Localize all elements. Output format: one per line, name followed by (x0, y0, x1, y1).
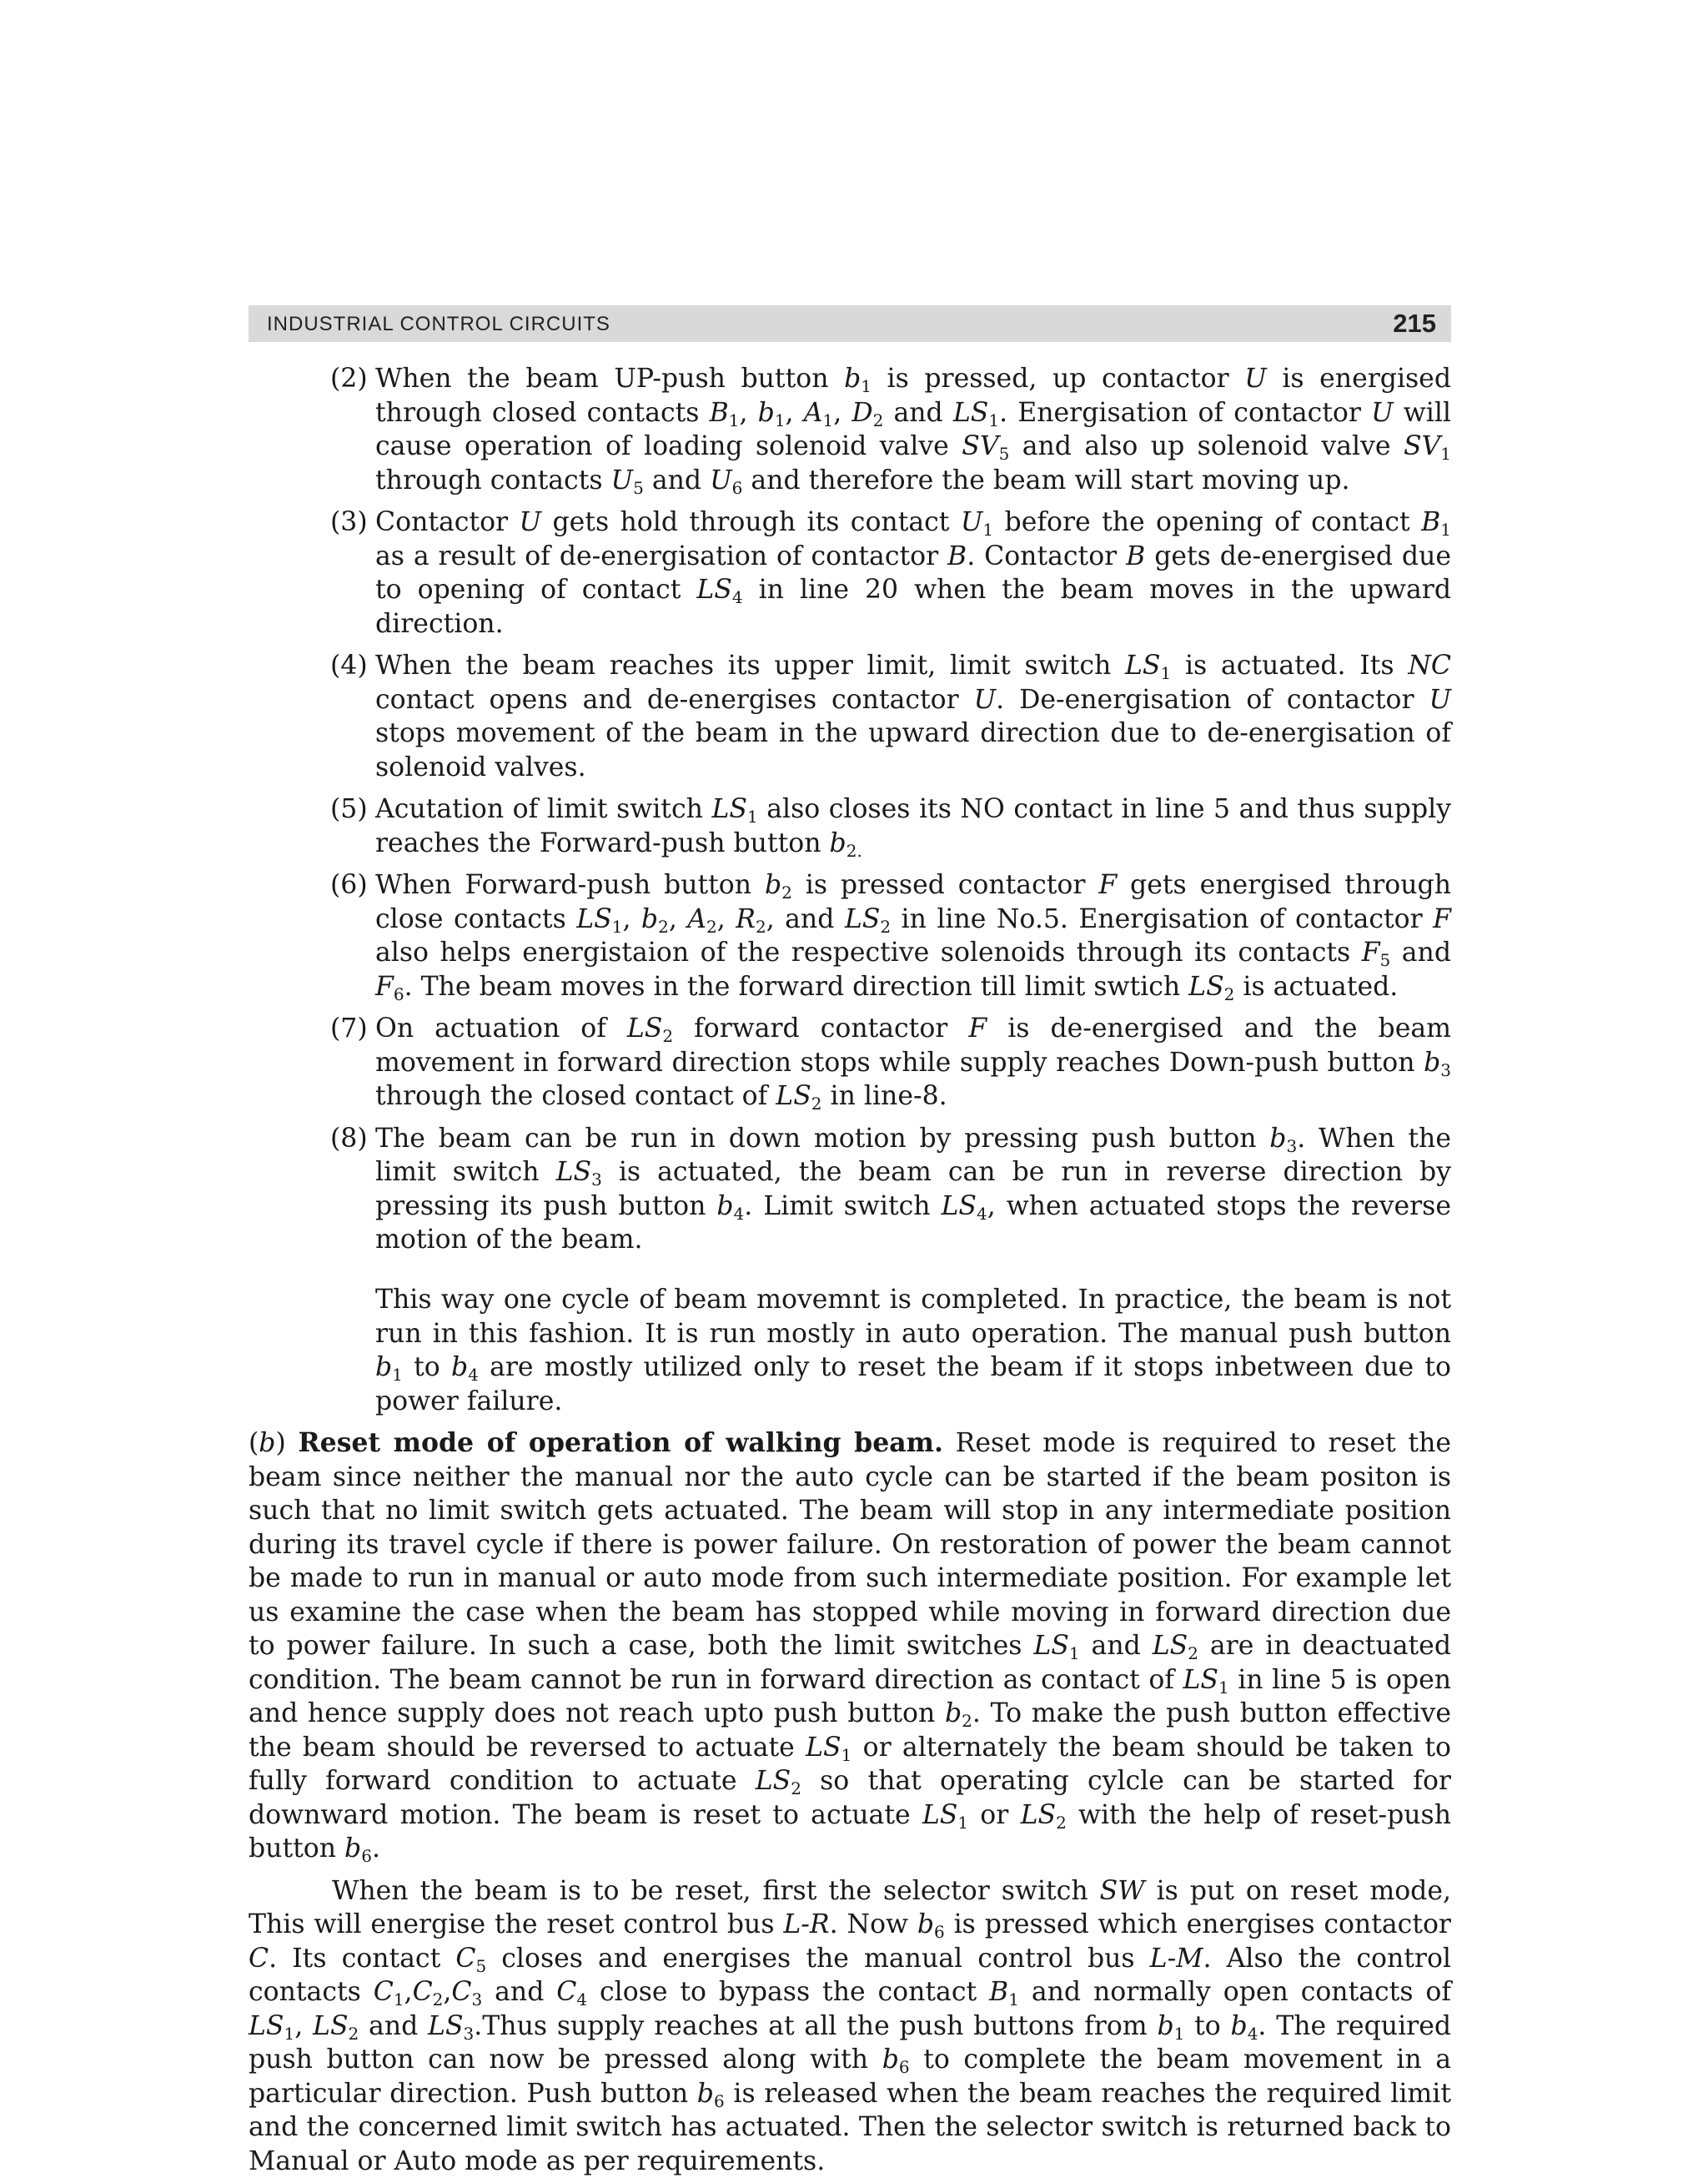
text-run: closes and energises the manual control bus (486, 1944, 1149, 1974)
italic-symbol: b (830, 828, 846, 858)
text-run: before the opening of contact (993, 507, 1421, 537)
text-run: gets hold through its contact (541, 507, 961, 537)
subscript: 4 (734, 1204, 745, 1224)
text-run: , (786, 398, 804, 428)
list-item-number: (8) (330, 1122, 368, 1156)
subscript: 1 (1008, 1989, 1019, 2009)
text-run: to (403, 1352, 451, 1382)
text-run: . Contactor (967, 541, 1126, 571)
subscript: 1 (1440, 444, 1451, 464)
list-item-text (375, 364, 1451, 495)
text-run: . Also the control contacts (249, 1944, 1451, 2008)
text-run: ) (275, 1428, 298, 1458)
text-run: contact opens and de-energises contactor (375, 685, 974, 715)
italic-symbol: LS (1183, 1665, 1218, 1695)
text-run: Acutation of limit switch (375, 794, 711, 824)
list-item (375, 1122, 1451, 1257)
list-item (375, 649, 1451, 784)
italic-symbol: LS (806, 1733, 841, 1763)
text-run: are in deactuated condition. The beam cannot be run in forward direction as contact of (249, 1631, 1451, 1695)
running-title: INDUSTRIAL CONTROL CIRCUITS (267, 313, 610, 336)
text-run: to complete the beam movement in a particular direction. Push button (249, 2045, 1451, 2109)
subscript: 2 (811, 1094, 822, 1114)
subscript: 2 (962, 1711, 972, 1731)
text-run: .Thus supply reaches at all the push buttons from (474, 2011, 1157, 2041)
subscript: 4 (468, 1365, 479, 1385)
subscript: 1 (822, 410, 833, 430)
text-run: and (1080, 1631, 1153, 1661)
text-run: is actuated. Its (1171, 651, 1408, 681)
list-item (375, 506, 1451, 641)
subscript: 1 (988, 410, 999, 430)
subscript: 1 (1161, 663, 1172, 683)
subscript: 1 (1069, 1643, 1080, 1663)
italic-symbol: b (917, 1909, 934, 1939)
text-run: . Now (830, 1909, 917, 1939)
italic-symbol: b (375, 1352, 392, 1382)
list-item-text (375, 651, 1451, 782)
italic-symbol: LS (756, 1766, 791, 1796)
text-run: , (739, 398, 757, 428)
italic-symbol: U (611, 465, 634, 495)
subscript: 6 (934, 1922, 945, 1942)
italic-symbol: b (451, 1352, 468, 1382)
italic-symbol: C (374, 1977, 394, 2007)
italic-symbol: F (1362, 938, 1380, 968)
subscript: 2 (706, 917, 717, 937)
text-run: . The beam moves in the forward direction till limit swtich (404, 972, 1189, 1002)
italic-symbol: SW (1100, 1876, 1145, 1906)
subscript: 4 (1248, 2024, 1258, 2044)
italic-symbol: F (1433, 904, 1451, 934)
text-run: . When the limit switch (375, 1124, 1451, 1188)
text-run: stops movement of the beam in the upward direction due to de-energisation of solenoid valves. (375, 718, 1451, 782)
text-run: in line 20 when the beam moves in the upward direction. (375, 575, 1451, 639)
italic-symbol: NC (1408, 651, 1451, 681)
text-run: When the beam is to be reset, first the selector switch (332, 1876, 1100, 1906)
subscript: 4 (732, 587, 743, 607)
italic-symbol: b (882, 2045, 899, 2075)
subscript: 1 (982, 520, 993, 540)
subscript: 1 (1174, 2024, 1185, 2044)
text-run: Contactor (375, 507, 520, 537)
italic-symbol: LS (922, 1800, 958, 1830)
subscript: 5 (633, 478, 644, 498)
text-run: are mostly utilized only to reset the beam if it stops inbetween due to power failure. (375, 1352, 1451, 1416)
italic-symbol: R (736, 904, 756, 934)
italic-symbol: LS (313, 2011, 349, 2041)
page-body (249, 362, 1451, 2178)
text-run: . To make the push button effective the beam should be reversed to actuate (249, 1698, 1451, 1763)
subscript: 6 (394, 984, 404, 1004)
italic-symbol: LS (556, 1157, 592, 1187)
italic-symbol: U (710, 465, 732, 495)
list-item-number: (5) (330, 792, 368, 827)
italic-symbol: LS (711, 794, 747, 824)
subscript: 1 (861, 376, 872, 396)
text-run: and (482, 1977, 556, 2007)
text-run: , (669, 904, 687, 934)
subscript: 6 (361, 1846, 372, 1866)
italic-symbol: SV (1404, 431, 1440, 461)
italic-symbol: C (249, 1944, 269, 1974)
italic-symbol: LS (942, 1191, 977, 1221)
text-run: When Forward-push button (375, 870, 765, 900)
text-run: close to bypass the contact (587, 1977, 989, 2007)
subscript: 6 (899, 2057, 910, 2077)
list-item-number: (6) (330, 868, 368, 903)
list-item (375, 792, 1451, 860)
text-run: , and (766, 904, 845, 934)
text-run: When the beam reaches its upper limit, limit switch (375, 651, 1125, 681)
italic-symbol: L-R (783, 1909, 829, 1939)
text-run: is actuated, the beam can be run in reverse direction by pressing its push button (375, 1157, 1451, 1221)
subscript: 1 (775, 410, 786, 430)
italic-symbol: LS (428, 2011, 464, 2041)
running-header (249, 305, 1451, 342)
italic-symbol: C (451, 1977, 471, 2007)
italic-symbol: B (710, 398, 729, 428)
numbered-list (249, 362, 1451, 1257)
bold-heading: Reset mode of operation of walking beam. (298, 1427, 942, 1458)
text-run: is put on reset mode, This will energise the reset control bus (249, 1876, 1451, 1940)
text-run: and (644, 465, 710, 495)
text-run: to (1184, 2011, 1230, 2041)
subscript: 2 (791, 1778, 801, 1798)
italic-symbol: b (641, 904, 658, 934)
text-run: is energised through closed contacts (375, 364, 1451, 428)
subscript: 1 (729, 410, 740, 430)
italic-symbol: LS (1125, 651, 1161, 681)
text-run: is pressed contactor (792, 870, 1098, 900)
italic-symbol: b (765, 870, 781, 900)
text-run: also closes its NO contact in line 5 and thus supply reaches the Forward-push button (375, 794, 1451, 858)
text-run: gets de-energised due to opening of contact (375, 541, 1451, 606)
italic-symbol: b (716, 1191, 733, 1221)
italic-symbol: A (804, 398, 823, 428)
subscript: 1 (957, 1813, 968, 1833)
subscript: 6 (714, 2091, 725, 2111)
italic-symbol: U (1244, 364, 1267, 394)
italic-symbol: B (1126, 541, 1145, 571)
italic-symbol: SV (962, 431, 998, 461)
italic-symbol: LS (576, 904, 612, 934)
italic-symbol: LS (1188, 972, 1224, 1002)
italic-symbol: C (413, 1977, 433, 2007)
text-run: Reset mode is required to reset the beam since neither the manual nor the auto cycle can be started if the beam positon is such that no limit switch gets actuated. The beam will stop in any intermediate position during its travel cycle if there is power failure. On restoration of power the beam cannot be made to run in manual or auto mode from such intermediate position. For example let us examine the case when the beam has stopped while moving in forward direction due to power failure. In such a case, both the limit switches (249, 1428, 1451, 1661)
subscript: 5 (1380, 950, 1391, 970)
italic-symbol: L-M (1150, 1944, 1203, 1974)
subscript: 2 (756, 917, 766, 937)
text-run: and (359, 2011, 428, 2041)
list-item-text (375, 870, 1451, 1002)
subscript: 3 (472, 1989, 483, 2009)
list-item (375, 362, 1451, 497)
subscript: 2. (846, 841, 862, 861)
subscript: 2 (433, 1989, 444, 2009)
italic-symbol: LS (627, 1014, 663, 1044)
subscript: 1 (284, 2024, 295, 2044)
italic-symbol: B (1421, 507, 1440, 537)
subscript: 2 (1056, 1813, 1067, 1833)
subscript: 2 (880, 917, 891, 937)
text-run: and also up solenoid valve (1009, 431, 1404, 461)
italic-symbol: U (961, 507, 983, 537)
list-item-number: (4) (330, 649, 368, 683)
italic-symbol: F (968, 1014, 987, 1044)
italic-symbol: LS (953, 398, 989, 428)
subscript: 5 (475, 1956, 486, 1976)
text-run: also helps energistaion of the respective solenoids through its contacts (375, 938, 1362, 968)
subscript: 6 (732, 478, 743, 498)
italic-symbol: U (974, 685, 997, 715)
subscript: 3 (591, 1169, 602, 1190)
text-run: in line-8. (822, 1081, 947, 1111)
text-run: through contacts (375, 465, 611, 495)
summary-note (375, 1283, 1451, 1418)
subscript: 1 (612, 917, 623, 937)
text-run: , (294, 2011, 313, 2041)
list-item-text (375, 794, 1451, 858)
text-run: , (622, 904, 640, 934)
subscript: 5 (999, 444, 1010, 464)
text-run: or alternately the beam should be taken to fully forward condition to actuate (249, 1733, 1451, 1797)
list-item (375, 868, 1451, 1003)
text-run: will cause operation of loading solenoid valve (375, 398, 1451, 462)
text-run: , (833, 398, 851, 428)
subscript: 1 (394, 1989, 404, 2009)
text-run: in line 5 is open and hence supply does not reach upto push button (249, 1665, 1451, 1729)
italic-symbol: b (259, 1428, 275, 1458)
text-run: and therefore the beam will start moving up. (742, 465, 1349, 495)
text-run: The beam can be run in down motion by pressing push button (375, 1124, 1269, 1154)
text-run: ( (249, 1428, 259, 1458)
section-b-reset-mode (249, 1426, 1451, 1866)
italic-symbol: b (697, 2079, 714, 2109)
italic-symbol: b (1269, 1124, 1286, 1154)
text-run: , when actuated stops the reverse motion of the beam. (375, 1191, 1451, 1255)
italic-symbol: B (989, 1977, 1008, 2007)
italic-symbol: b (1231, 2011, 1248, 2041)
text-run: is de-energised and the beam movement in forward direction stops while supply reaches Down-push button (375, 1014, 1451, 1078)
text-run: . The required push button can now be pressed along with (249, 2011, 1451, 2075)
page-number: 215 (1393, 309, 1436, 339)
text-run: . (372, 1833, 380, 1864)
text-run: , (443, 1977, 451, 2007)
subscript: 2 (662, 1026, 673, 1046)
subscript: 2 (1224, 984, 1235, 1004)
italic-symbol: b (758, 398, 775, 428)
text-run: forward contactor (673, 1014, 968, 1044)
italic-symbol: U (1371, 398, 1394, 428)
text-run: as a result of de-energisation of contactor (375, 541, 947, 571)
subscript: 2 (349, 2024, 359, 2044)
text-run: or (968, 1800, 1020, 1830)
subscript: 1 (392, 1365, 403, 1385)
italic-symbol: LS (696, 575, 732, 605)
text-run: is pressed, up contactor (872, 364, 1244, 394)
subscript: 2 (781, 883, 792, 903)
reset-procedure-paragraph (249, 1874, 1451, 2178)
text-run: gets energised through close contacts (375, 870, 1451, 934)
italic-symbol: LS (249, 2011, 284, 2041)
italic-symbol: LS (1021, 1800, 1057, 1830)
text-run: . De-energisation of contactor (996, 685, 1429, 715)
text-run: is pressed which energises contactor (945, 1909, 1451, 1939)
text-run: , (717, 904, 736, 934)
italic-symbol: b (1424, 1048, 1440, 1078)
subscript: 1 (1440, 520, 1451, 540)
italic-symbol: C (556, 1977, 576, 2007)
text-run: through the closed contact of (375, 1081, 776, 1111)
subscript: 3 (1440, 1060, 1451, 1080)
subscript: 1 (747, 807, 758, 827)
text-run: , (404, 1977, 413, 2007)
subscript: 1 (841, 1745, 852, 1765)
italic-symbol: B (947, 541, 967, 571)
italic-symbol: LS (776, 1081, 811, 1111)
subscript: 2 (658, 917, 669, 937)
list-item-text (375, 1124, 1451, 1255)
text-run: On actuation of (375, 1014, 627, 1044)
subscript: 3 (464, 2024, 475, 2044)
list-item-number: (3) (330, 506, 368, 540)
italic-symbol: U (1429, 685, 1451, 715)
text-run: . Limit switch (744, 1191, 941, 1221)
italic-symbol: F (375, 972, 394, 1002)
italic-symbol: b (344, 1833, 361, 1864)
list-item-number: (2) (330, 362, 368, 396)
list-item-number: (7) (330, 1012, 368, 1046)
text-run: so that operating cylcle can be started for downward motion. The beam is reset to actuate (249, 1766, 1451, 1830)
subscript: 4 (576, 1989, 587, 2009)
text-run: and (1390, 938, 1451, 968)
text-run: and normally open contacts of (1019, 1977, 1451, 2007)
subscript: 2 (1188, 1643, 1198, 1663)
text-run: . Its contact (269, 1944, 455, 1974)
italic-symbol: LS (845, 904, 881, 934)
italic-symbol: b (1157, 2011, 1173, 2041)
italic-symbol: LS (1153, 1631, 1188, 1661)
list-item-text (375, 507, 1451, 639)
italic-symbol: b (844, 364, 861, 394)
text-run: is actuated. (1234, 972, 1398, 1002)
subscript: 1 (1218, 1678, 1229, 1698)
text-run: and (883, 398, 953, 428)
text-run: with the help of reset-push button (249, 1800, 1451, 1864)
italic-symbol: A (687, 904, 706, 934)
subscript: 2 (873, 410, 884, 430)
text-run: in line No.5. Energisation of contactor (891, 904, 1433, 934)
text-run: is released when the beam reaches the required limit and the concerned limit switch has actuated. Then the selector switch is returned back to Manual or Auto mode as per requirements. (249, 2079, 1451, 2176)
italic-symbol: C (455, 1944, 475, 1974)
italic-symbol: D (851, 398, 872, 428)
text-run: This way one cycle of beam movemnt is completed. In practice, the beam is not run in this fashion. It is run mostly in auto operation. The manual push button (375, 1285, 1451, 1349)
italic-symbol: LS (1033, 1631, 1069, 1661)
list-item-text (375, 1014, 1451, 1111)
text-run: When the beam UP-push button (375, 364, 844, 394)
text-run: . Energisation of contactor (999, 398, 1371, 428)
list-item (375, 1012, 1451, 1114)
italic-symbol: b (945, 1698, 962, 1728)
subscript: 4 (977, 1204, 987, 1224)
italic-symbol: F (1098, 870, 1117, 900)
italic-symbol: U (520, 507, 542, 537)
subscript: 3 (1286, 1136, 1297, 1156)
